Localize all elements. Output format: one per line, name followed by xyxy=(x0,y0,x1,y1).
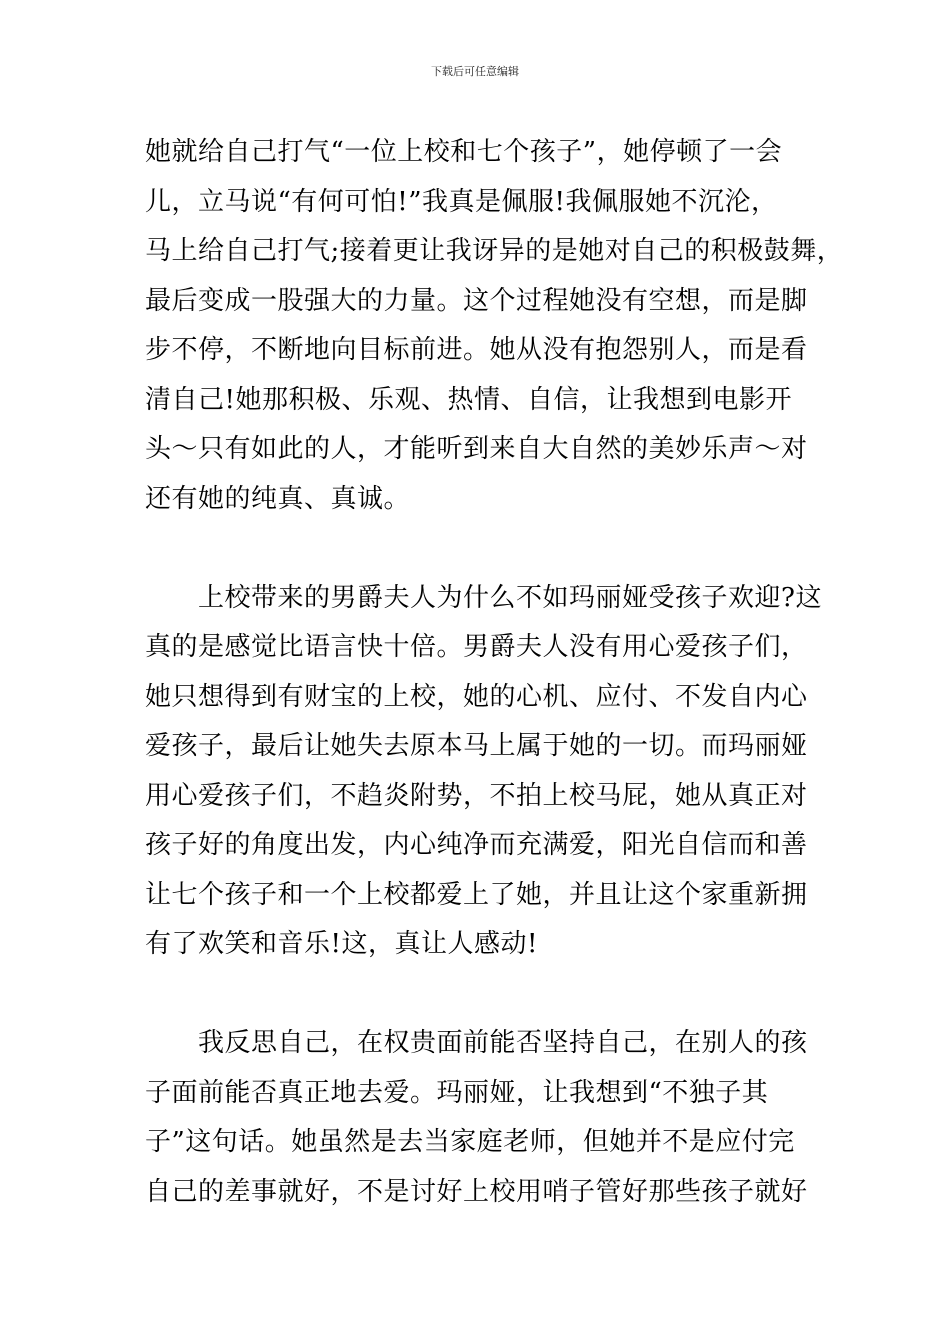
text-line: 我反思自己，在权贵面前能否坚持自己，在别人的孩 xyxy=(145,1028,808,1058)
text-line: 有了欢笑和音乐!这，真让人感动! xyxy=(145,929,538,959)
text-line: 子面前能否真正地去爱。玛丽娅，让我想到“不独子其 xyxy=(145,1077,769,1108)
text-line: 马上给自己打气;接着更让我讶异的是她对自己的积极鼓舞， xyxy=(145,236,844,266)
paragraph-3 xyxy=(145,1019,835,1217)
text-line: 她只想得到有财宝的上校，她的心机、应付、不发自内心 xyxy=(145,681,808,712)
text-line: 儿，立马说“有何可怕!”我真是佩服!我佩服她不沉沦， xyxy=(145,186,778,217)
text-line: 用心爱孩子们，不趋炎附势，不拍上校马屁，她从真正对 xyxy=(145,780,808,811)
text-line: 孩子好的角度出发，内心纯净而充满爱，阳光自信而和善 xyxy=(145,830,808,860)
paragraph-1 xyxy=(145,128,844,524)
text-line: 爱孩子，最后让她失去原本马上属于她的一切。而玛丽娅 xyxy=(145,731,808,761)
paragraph-gap xyxy=(145,524,835,574)
text-line: 真的是感觉比语言快十倍。男爵夫人没有用心爱孩子们， xyxy=(145,632,808,662)
text-line: 子”这句话。她虽然是去当家庭老师，但她并不是应付完 xyxy=(145,1127,795,1157)
text-line: 头～只有如此的人，才能听到来自大自然的美妙乐声～对 xyxy=(145,434,808,464)
text-line: 自己的差事就好，不是讨好上校用哨子管好那些孩子就好 xyxy=(145,1176,808,1207)
text-line: 最后变成一股强大的力量。这个过程她没有空想，而是脚 xyxy=(145,285,808,316)
text-line: 步不停，不断地向目标前进。她从没有抱怨别人，而是看 xyxy=(145,335,808,365)
text-line: 让七个孩子和一个上校都爱上了她，并且让这个家重新拥 xyxy=(145,879,808,910)
document-body xyxy=(145,128,844,1217)
page-header: 下载后可任意编辑 xyxy=(431,65,519,78)
text-line: 还有她的纯真、真诚。 xyxy=(145,483,411,514)
paragraph-gap xyxy=(145,970,835,1020)
text-line: 清自己!她那积极、乐观、热情、自信，让我想到电影开 xyxy=(145,384,792,415)
text-line: 她就给自己打气“一位上校和七个孩子”，她停顿了一会 xyxy=(145,137,783,167)
text-line: 上校带来的男爵夫人为什么不如玛丽娅受孩子欢迎?这 xyxy=(145,582,822,613)
paragraph-2 xyxy=(145,574,835,970)
